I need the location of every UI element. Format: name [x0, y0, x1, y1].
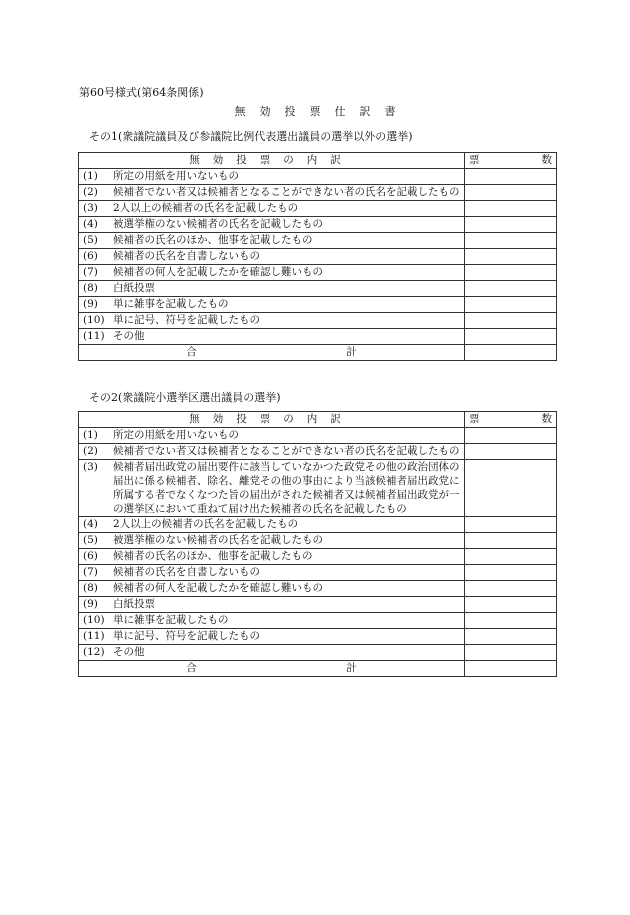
- row-count-cell[interactable]: [465, 444, 557, 460]
- table-row: [79, 201, 557, 217]
- row-text: 白紙投票: [113, 598, 155, 610]
- row-item-cell: [79, 233, 465, 249]
- row-count-cell[interactable]: [465, 645, 557, 661]
- row-item-cell: [79, 613, 465, 629]
- row-text: 被選挙権のない候補者の氏名を記載したもの: [113, 534, 323, 546]
- row-count-cell[interactable]: [465, 249, 557, 265]
- row-count-cell[interactable]: [465, 517, 557, 533]
- table-row: [79, 169, 557, 185]
- table-row: [79, 217, 557, 233]
- row-text: 候補者の氏名を自書しないもの: [113, 566, 260, 578]
- table-header-row: [79, 412, 557, 428]
- row-text: 候補者の氏名のほか、他事を記載したもの: [113, 550, 313, 562]
- row-number: (11): [83, 630, 105, 642]
- total-label-cell: [79, 345, 465, 361]
- row-text: 単に雑事を記載したもの: [113, 298, 229, 310]
- row-number: (10): [83, 314, 105, 326]
- row-text: 単に記号、符号を記載したもの: [113, 314, 260, 326]
- row-text: 白紙投票: [113, 282, 155, 294]
- row-item-cell: [79, 265, 465, 281]
- row-text: 候補者の何人を記載したかを確認し難いもの: [113, 582, 323, 594]
- table-row: [79, 329, 557, 345]
- row-text: 2人以上の候補者の氏名を記載したもの: [113, 518, 299, 530]
- form-number: 第60号様式(第64条関係): [79, 86, 204, 99]
- row-number: (1): [83, 429, 98, 441]
- row-count-cell[interactable]: [465, 233, 557, 249]
- row-number: (9): [83, 598, 98, 610]
- total-count-cell[interactable]: [465, 661, 557, 677]
- row-item-cell: [79, 249, 465, 265]
- row-text: 候補者でない者又は候補者となることができない者の氏名を記載したもの: [113, 445, 460, 457]
- row-text: 所定の用紙を用いないもの: [113, 170, 239, 182]
- row-number: (5): [83, 534, 98, 546]
- section2-table: [78, 411, 557, 677]
- row-item-cell: [79, 565, 465, 581]
- table-row: [79, 265, 557, 281]
- row-text: 候補者の何人を記載したかを確認し難いもの: [113, 266, 323, 278]
- row-count-cell[interactable]: [465, 281, 557, 297]
- row-number: (2): [83, 186, 98, 198]
- section2-heading: その2(衆議院小選挙区選出議員の選挙): [89, 391, 281, 404]
- row-item-cell: [79, 597, 465, 613]
- total-row: [79, 345, 557, 361]
- total-row: [79, 661, 557, 677]
- table-row: [79, 517, 557, 533]
- table-row: [79, 185, 557, 201]
- item-column-header: 無効投票の内訳: [79, 412, 465, 428]
- row-item-cell: [79, 201, 465, 217]
- total-count-cell[interactable]: [465, 345, 557, 361]
- row-number: (5): [83, 234, 98, 246]
- row-item-cell: [79, 428, 465, 444]
- table-row: [79, 428, 557, 444]
- table-row: [79, 249, 557, 265]
- row-count-cell[interactable]: [465, 428, 557, 444]
- row-text: 被選挙権のない候補者の氏名を記載したもの: [113, 218, 323, 230]
- table-row: [79, 581, 557, 597]
- total-label-left: 合: [186, 346, 197, 358]
- row-number: (3): [83, 202, 98, 214]
- row-number: (8): [83, 582, 98, 594]
- row-number: (8): [83, 282, 98, 294]
- table-row: [79, 597, 557, 613]
- section1-table: [78, 152, 557, 361]
- table-row: [79, 565, 557, 581]
- row-number: (7): [83, 566, 98, 578]
- row-number: (9): [83, 298, 98, 310]
- row-number: (12): [83, 646, 105, 658]
- row-item-cell: [79, 329, 465, 345]
- table-row: [79, 281, 557, 297]
- total-label-right: 計: [346, 662, 357, 674]
- item-column-header: 無効投票の内訳: [79, 153, 465, 169]
- row-number: (4): [83, 518, 98, 530]
- row-number: (3): [83, 461, 98, 473]
- table-row: [79, 460, 557, 517]
- count-header-left: 票: [469, 413, 480, 425]
- count-column-header: [465, 412, 557, 428]
- table-row: [79, 297, 557, 313]
- row-item-cell: [79, 533, 465, 549]
- row-item-cell: [79, 444, 465, 460]
- row-item-cell: [79, 185, 465, 201]
- row-count-cell[interactable]: [465, 460, 557, 517]
- row-count-cell[interactable]: [465, 565, 557, 581]
- row-text: その他: [113, 330, 145, 342]
- row-count-cell[interactable]: [465, 629, 557, 645]
- row-number: (11): [83, 330, 105, 342]
- count-header-right: 数: [541, 154, 552, 166]
- row-text: 候補者でない者又は候補者となることができない者の氏名を記載したもの: [113, 186, 460, 198]
- row-count-cell[interactable]: [465, 313, 557, 329]
- table-row: [79, 233, 557, 249]
- row-count-cell[interactable]: [465, 201, 557, 217]
- row-count-cell[interactable]: [465, 265, 557, 281]
- section1-heading: その1(衆議院議員及び参議院比例代表選出議員の選挙以外の選挙): [89, 130, 413, 143]
- row-text: 単に記号、符号を記載したもの: [113, 630, 260, 642]
- row-item-cell: [79, 313, 465, 329]
- row-count-cell[interactable]: [465, 217, 557, 233]
- total-label-right: 計: [346, 346, 357, 358]
- table-row: [79, 533, 557, 549]
- row-count-cell[interactable]: [465, 533, 557, 549]
- row-item-cell: [79, 281, 465, 297]
- total-label-cell: [79, 661, 465, 677]
- count-column-header: [465, 153, 557, 169]
- table-row: [79, 613, 557, 629]
- row-number: (2): [83, 445, 98, 457]
- row-item-cell: [79, 581, 465, 597]
- row-count-cell[interactable]: [465, 329, 557, 345]
- count-header-right: 数: [541, 413, 552, 425]
- table-row: [79, 444, 557, 460]
- row-text: 候補者の氏名のほか、他事を記載したもの: [113, 234, 313, 246]
- row-count-cell[interactable]: [465, 581, 557, 597]
- row-count-cell[interactable]: [465, 597, 557, 613]
- row-text: その他: [113, 646, 145, 658]
- row-item-cell: [79, 517, 465, 533]
- row-text: 所定の用紙を用いないもの: [113, 429, 239, 441]
- row-text: 2人以上の候補者の氏名を記載したもの: [113, 202, 299, 214]
- row-item-cell: [79, 460, 465, 517]
- table-header-row: [79, 153, 557, 169]
- row-item-cell: [79, 217, 465, 233]
- row-text: 候補者の氏名を自書しないもの: [113, 250, 260, 262]
- row-item-cell: [79, 169, 465, 185]
- row-item-cell: [79, 549, 465, 565]
- count-header-left: 票: [469, 154, 480, 166]
- row-number: (10): [83, 614, 105, 626]
- row-number: (7): [83, 266, 98, 278]
- row-count-cell[interactable]: [465, 613, 557, 629]
- document-title: 無効投票仕訳書: [234, 105, 410, 118]
- table-row: [79, 549, 557, 565]
- table-row: [79, 313, 557, 329]
- row-count-cell[interactable]: [465, 549, 557, 565]
- table-row: [79, 629, 557, 645]
- row-text: 単に雑事を記載したもの: [113, 614, 229, 626]
- table-row: [79, 645, 557, 661]
- row-count-cell[interactable]: [465, 185, 557, 201]
- row-item-cell: [79, 645, 465, 661]
- row-number: (6): [83, 550, 98, 562]
- row-count-cell[interactable]: [465, 297, 557, 313]
- row-number: (4): [83, 218, 98, 230]
- row-item-cell: [79, 629, 465, 645]
- row-item-cell: [79, 297, 465, 313]
- row-text: 候補者届出政党の届出要件に該当していなかつた政党その他の政治団体の届出に係る候補者、除名、離党その他の事由により当該候補者届出政党に所属する者でなくなつた旨の届出がされた候補者又は候補者届出政党が一の選挙区において重ねて届け出た候補者の氏名を記載したもの: [113, 461, 460, 515]
- total-label-left: 合: [186, 662, 197, 674]
- row-count-cell[interactable]: [465, 169, 557, 185]
- row-number: (1): [83, 170, 98, 182]
- row-number: (6): [83, 250, 98, 262]
